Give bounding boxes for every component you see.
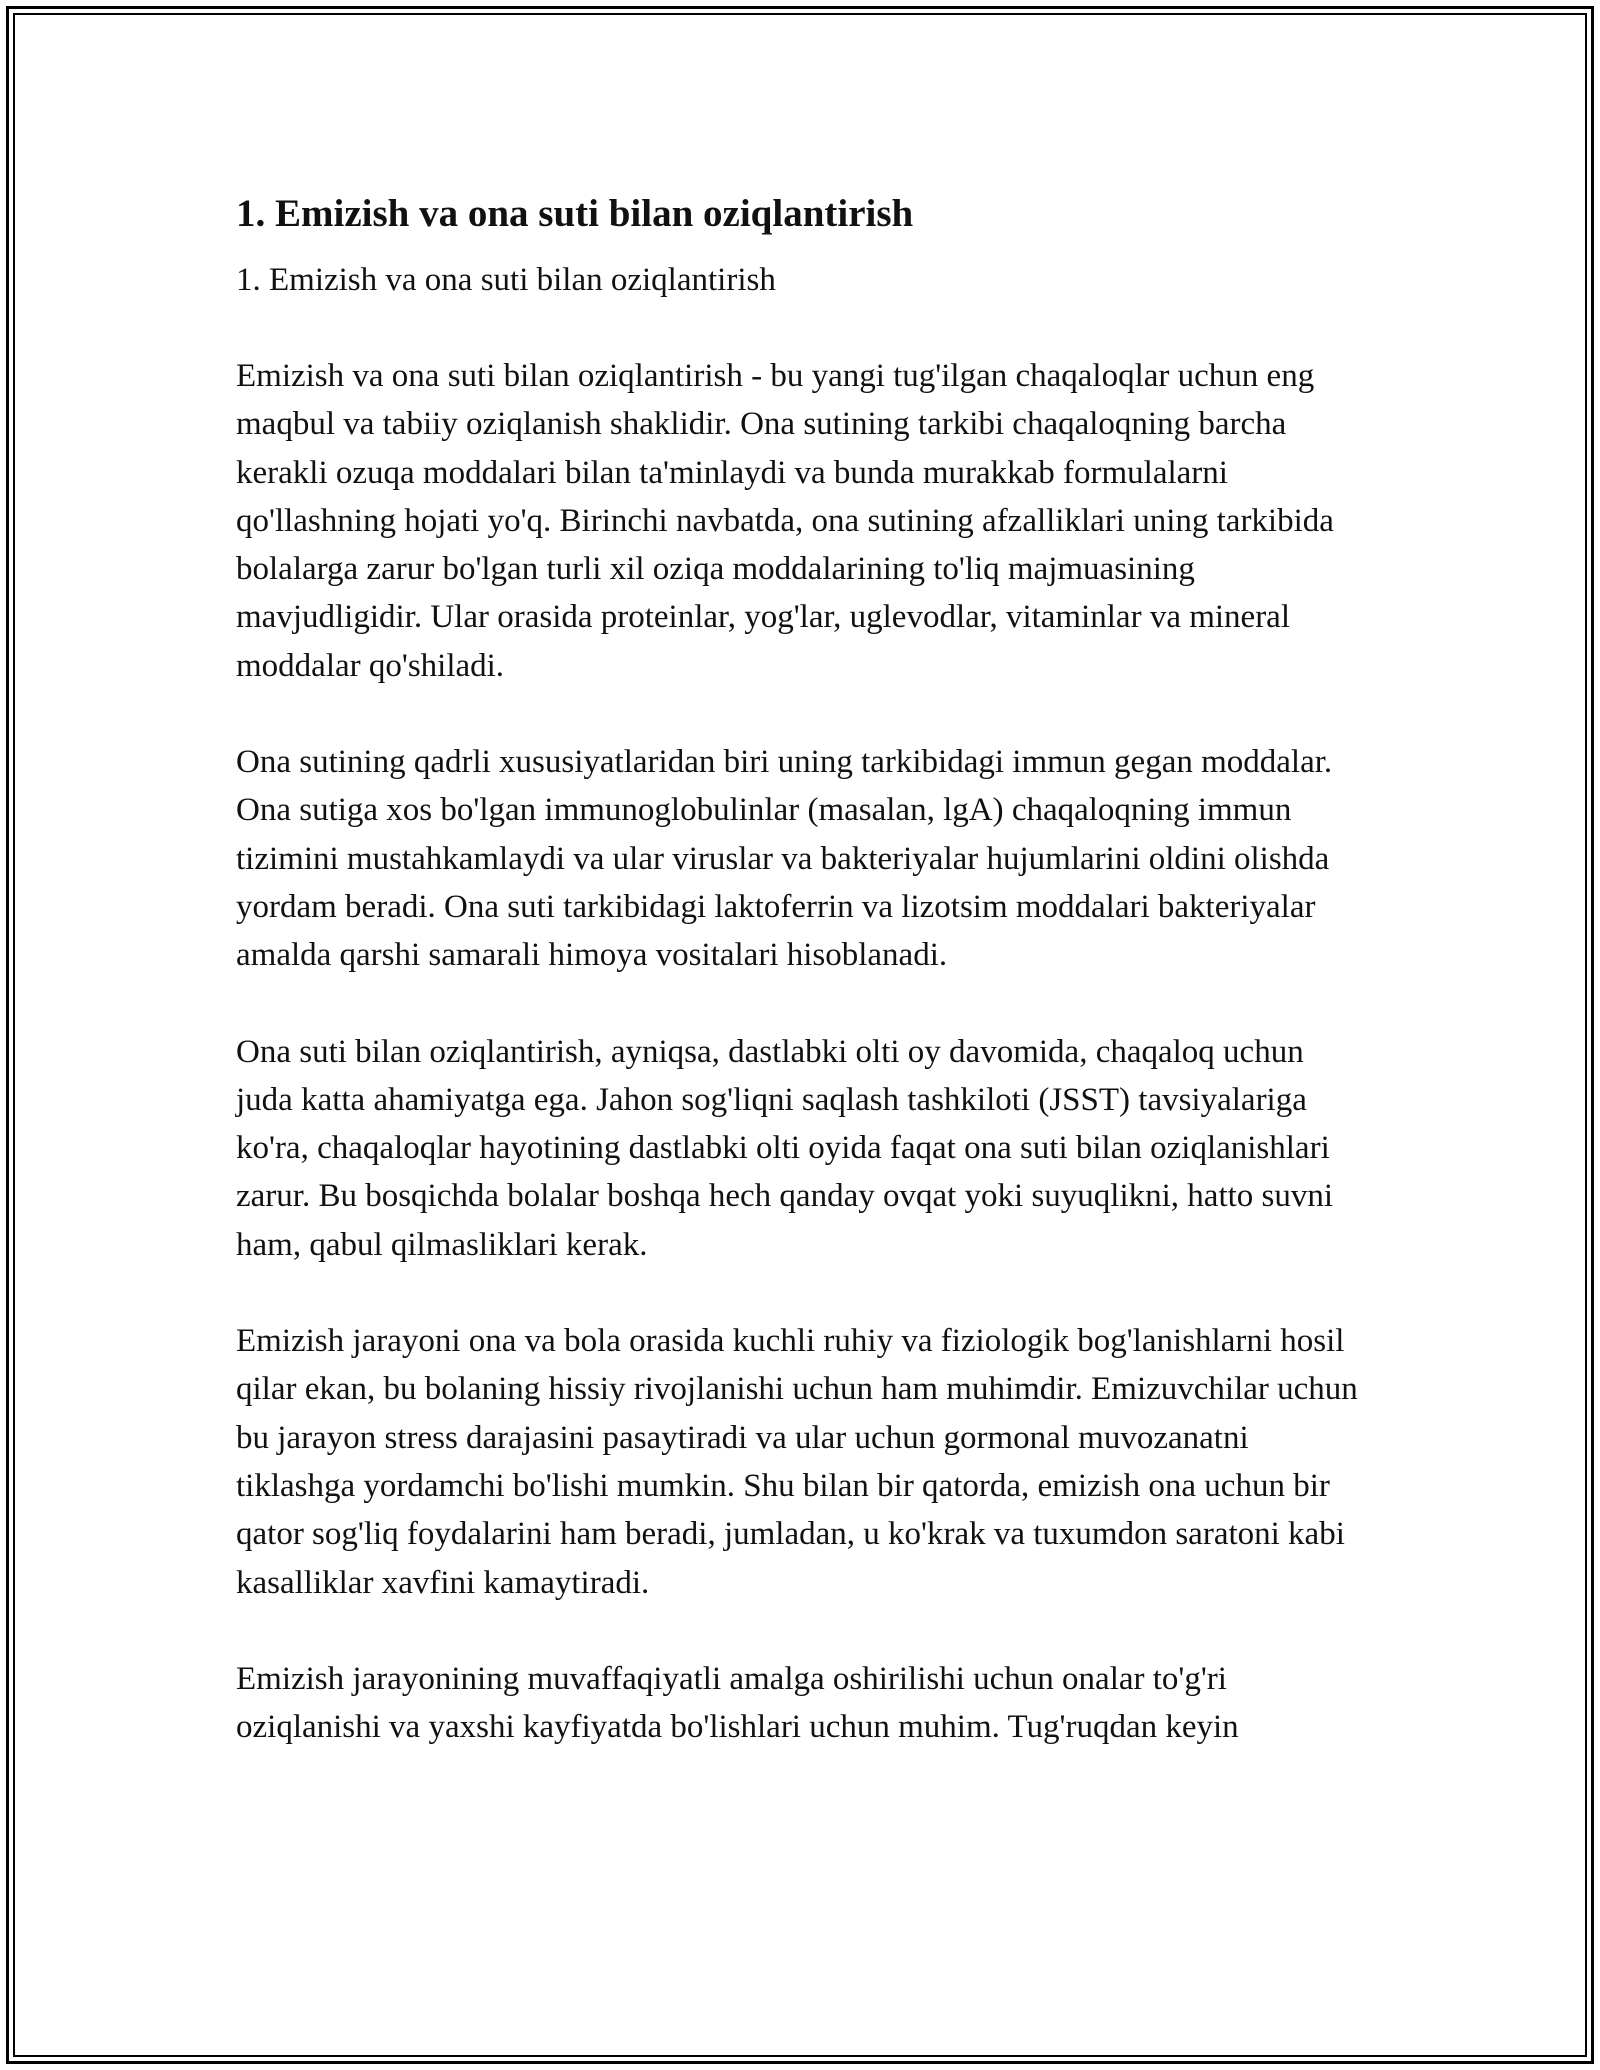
document-subtitle: 1. Emizish va ona suti bilan oziqlantirish [236, 262, 776, 298]
document-body [236, 182, 1366, 1751]
paragraph-2: Ona sutining qadrli xususiyatlaridan biri uning tarkibidagi immun gegan moddalar. Ona sutiga xos bo'lgan immunoglobulinlar (masalan, lgA) chaqaloqning immun tizimini mustahkamlaydi va ular viruslar va bakteriyalar hujumlarini oldini olishda yordam beradi. Ona suti tarkibidagi laktoferrin va lizotsim moddalari bakteriyalar amalda qarshi samarali himoya vositalari hisoblanadi. [236, 744, 1333, 974]
paragraph-3: Ona suti bilan oziqlantirish, ayniqsa, dastlabki olti oy davomida, chaqaloq uchun juda katta ahamiyatga ega. Jahon sog'liqni saqlash tashkiloti (JSST) tavsiyalariga ko'ra, chaqaloqlar hayotining dastlabki olti oyida faqat ona suti bilan oziqlanishlari zarur. Bu bosqichda bolalar boshqa hech qanday ovqat yoki suyuqlikni, hatto suvni ham, qabul qilmasliklari kerak. [236, 1033, 1334, 1263]
paragraph-1: Emizish va ona suti bilan oziqlantirish - bu yangi tug'ilgan chaqaloqlar uchun eng maqbul va tabiiy oziqlanish shaklidir. Ona sutining tarkibi chaqaloqning barcha kerakli ozuqa moddalari bilan ta'minlaydi va bunda murakkab formulalarni qo'llashning hojati yo'q. Birinchi navbatda, ona sutining afzalliklari uning tarkibida bolalarga zarur bo'lgan turli xil oziqa moddalarining to'liq majmuasining mavjudligidir. Ular orasida proteinlar, yog'lar, uglevodlar, vitaminlar va mineral moddalar qo'shiladi. [236, 358, 1334, 684]
paragraph-4: Emizish jarayoni ona va bola orasida kuchli ruhiy va fiziologik bog'lanishlarni hosil qilar ekan, bu bolaning hissiy rivojlanishi uchun ham muhimdir. Emizuvchilar uchun bu jarayon stress darajasini pasaytiradi va ular uchun gormonal muvozanatni tiklashga yordamchi bo'lishi mumkin. Shu bilan bir qatorda, emizish ona uchun bir qator sog'liq foydalarini ham beradi, jumladan, u ko'krak va tuxumdon saratoni kabi kasalliklar xavfini kamaytiradi. [236, 1323, 1358, 1601]
document-title: 1. Emizish va ona suti bilan oziqlantirish [236, 192, 914, 235]
paragraph-5: Emizish jarayonining muvaffaqiyatli amalga oshirilishi uchun onalar to'g'ri oziqlanishi va yaxshi kayfiyatda bo'lishlari uchun muhim. Tug'ruqdan keyin [236, 1660, 1239, 1746]
